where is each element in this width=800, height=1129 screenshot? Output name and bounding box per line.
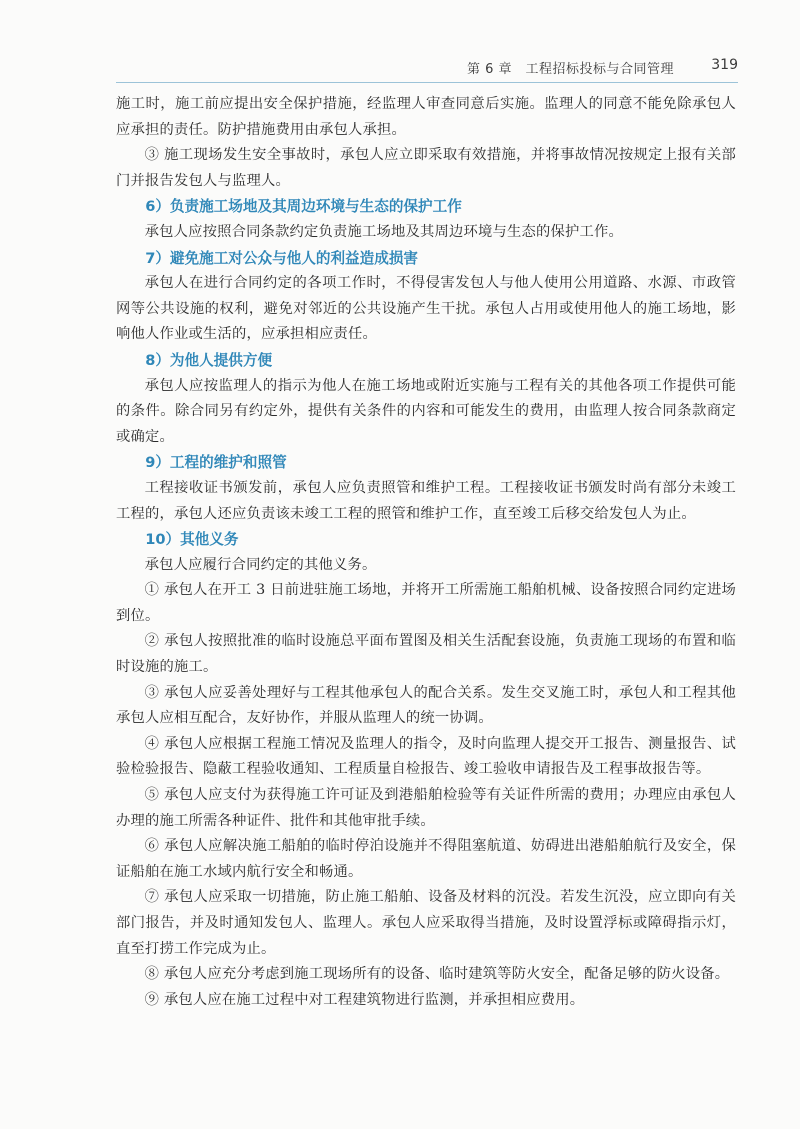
section-heading: 9）工程的维护和照管 [145, 454, 287, 472]
page-body [116, 92, 736, 1013]
list-item: ③ 承包人应妥善处理好与工程其他承包人的配合关系。发生交叉施工时，承包人和工程其他承包人应相互配合，友好协作，并服从监理人的统一协调。 [116, 684, 736, 727]
section-heading: 6）负责施工场地及其周边环境与生态的保护工作 [145, 198, 462, 216]
running-header [116, 56, 738, 83]
page-number: 319 [711, 57, 738, 73]
paragraph: 工程接收证书颁发前，承包人应负责照管和维护工程。工程接收证书颁发时尚有部分未竣工工程的，承包人还应负责该未竣工工程的照管和维护工作，直至竣工后移交给发包人为止。 [116, 479, 736, 522]
section-heading: 8）为他人提供方便 [145, 351, 273, 369]
section-heading: 10）其他义务 [145, 531, 239, 549]
paragraph: 承包人应按照合同条款约定负责施工场地及其周边环境与生态的保护工作。 [144, 223, 623, 240]
list-item: ④ 承包人应根据工程施工情况及监理人的指令，及时向监理人提交开工报告、测量报告、试验检验报告、隐蔽工程验收通知、工程质量自检报告、竣工验收申请报告及工程事故报告等。 [116, 735, 736, 778]
paragraph: 承包人在进行合同约定的各项工作时，不得侵害发包人与他人使用公用道路、水源、市政管网等公共设施的权利，避免对邻近的公共设施产生干扰。承包人占用或使用他人的施工场地，影响他人作业或生活的，应承担相应责任。 [116, 275, 736, 343]
list-item: ⑤ 承包人应支付为获得施工许可证及到港船舶检验等有关证件所需的费用；办理应由承包人办理的施工所需各种证件、批件和其他审批手续。 [116, 787, 736, 829]
list-item: ⑦ 承包人应采取一切措施，防止施工船舶、设备及材料的沉没。若发生沉没，应立即向有关部门报告，并及时通知发包人、监理人。承包人应采取得当措施，及时设置浮标或障碍指示灯，直至打捞工作完成为止。 [116, 889, 736, 957]
paragraph: 承包人应履行合同约定的其他义务。 [144, 556, 377, 573]
paragraph: ③ 施工现场发生安全事故时，承包人应立即采取有效措施，并将事故情况按规定上报有关部门并报告发包人与监理人。 [116, 147, 736, 189]
list-item: ① 承包人在开工 3 日前进驻施工场地，并将开工所需施工船舶机械、设备按照合同约定进场到位。 [116, 582, 736, 624]
list-item: ⑧ 承包人应充分考虑到施工现场所有的设备、临时建筑等防火安全，配备足够的防火设备。 [144, 966, 730, 983]
paragraph: 施工时，施工前应提出安全保护措施，经监理人审查同意后实施。监理人的同意不能免除承包人应承担的责任。防护措施费用由承包人承担。 [116, 96, 736, 138]
list-item: ⑨ 承包人应在施工过程中对工程建筑物进行监测，并承担相应费用。 [144, 991, 585, 1008]
list-item: ⑥ 承包人应解决施工船舶的临时停泊设施并不得阻塞航道、妨碍进出港船舶航行及安全，保证船舶在施工水域内航行安全和畅通。 [116, 838, 736, 880]
list-item: ② 承包人按照批准的临时设施总平面布置图及相关生活配套设施，负责施工现场的布置和临时设施的施工。 [116, 633, 736, 676]
section-heading: 7）避免施工对公众与他人的利益造成损害 [145, 249, 419, 267]
chapter-title: 第 6 章 工程招标投标与合同管理 [466, 62, 674, 77]
paragraph: 承包人应按监理人的指示为他人在施工场地或附近实施与工程有关的其他各项工作提供可能的条件。除合同另有约定外，提供有关条件的内容和可能发生的费用，由监理人按合同条款商定或确定。 [116, 377, 736, 445]
